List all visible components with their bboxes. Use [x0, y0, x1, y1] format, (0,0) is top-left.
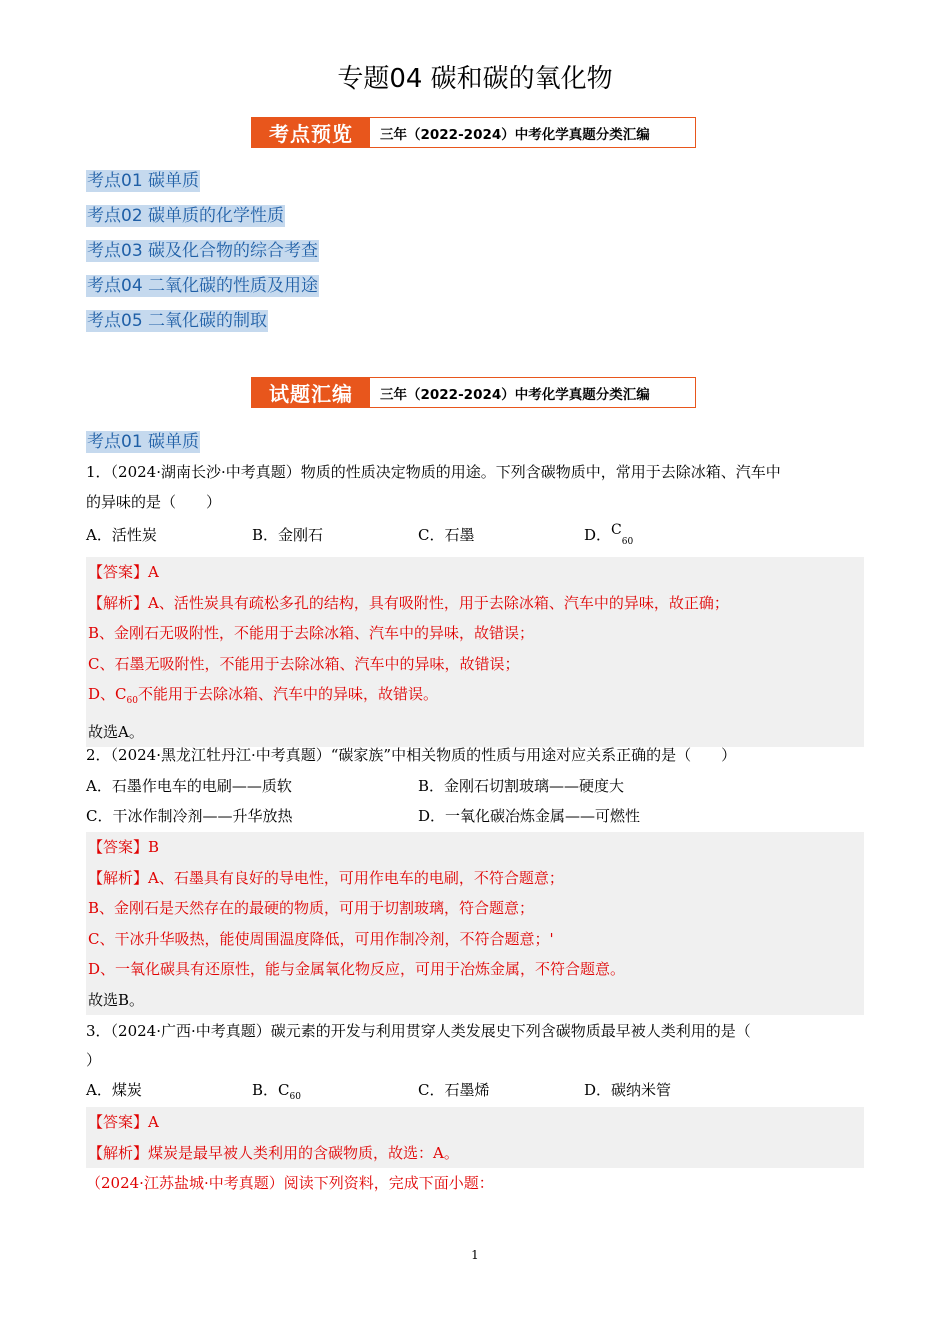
q3-option-a: A．煤炭 — [86, 1081, 142, 1099]
q2-analysis-4: D、一氧化碳具有还原性，能与金属氧化物反应，可用于冶炼金属，不符合题意。 — [88, 960, 626, 978]
q2-option-c: C．干冰作制冷剂——升华放热 — [86, 807, 293, 825]
preview-banner-subtitle: 三年（2022-2024）中考化学真题分类汇编 — [380, 126, 650, 143]
q1-option-c: C．石墨 — [418, 526, 475, 544]
q2-option-a: A．石墨作电车的电刷——质软 — [86, 777, 292, 795]
q2-analysis-2: B、金刚石是天然存在的最硬的物质，可用于切割玻璃，符合题意； — [88, 899, 535, 917]
q1-analysis-1: 【解析】A、活性炭具有疏松多孔的结构，具有吸附性，用于去除冰箱、汽车中的异味，故正确； — [88, 593, 729, 612]
q3-stem-line1: 3．（2024·广西·中考真题）碳元素的开发与利用贯穿人类发展史下列含碳物质最早被人类利用的是（ — [86, 1022, 751, 1040]
q2-conclusion: 故选B。 — [88, 990, 145, 1009]
toc-item-1[interactable]: 考点01 碳单质 — [87, 171, 200, 191]
q1-option-a: A．活性炭 — [86, 526, 157, 544]
toc-item-5[interactable]: 考点05 二氧化碳的制取 — [87, 311, 268, 331]
q3-analysis: 【解析】煤炭是最早被人类利用的含碳物质，故选：A。 — [88, 1143, 459, 1162]
q1-stem-line2: 的异味的是（ ） — [86, 493, 222, 511]
questions-banner — [251, 377, 696, 408]
q3-stem-line2: ） — [86, 1051, 102, 1069]
toc-item-2[interactable]: 考点02 碳单质的化学性质 — [87, 206, 285, 226]
q1-answer-box — [86, 557, 864, 747]
q3-option-b: B．$C_{60}$ — [252, 1081, 301, 1102]
q2-option-d: D．一氧化碳冶炼金属——可燃性 — [418, 807, 641, 825]
q1-analysis-3: C、石墨无吸附性，不能用于去除冰箱、汽车中的异味，故错误； — [88, 654, 520, 673]
q2-answer: 【答案】B — [88, 838, 160, 856]
table-of-contents — [86, 166, 319, 341]
q3-option-d: D．碳纳米管 — [584, 1081, 672, 1099]
q2-analysis-1: 【解析】A、石墨具有良好的导电性，可用作电车的电刷，不符合题意； — [88, 868, 564, 887]
q1-answer: 【答案】A — [88, 563, 159, 581]
questions-banner-tag: 试题汇编 — [252, 378, 370, 407]
q2-answer-box — [86, 832, 864, 1015]
questions-banner-subtitle: 三年（2022-2024）中考化学真题分类汇编 — [380, 386, 650, 403]
q2-stem: 2．（2024·黑龙江牡丹江·中考真题）“碳家族”中相关物质的性质与用途对应关系正确的是（ ） — [86, 746, 737, 764]
q3-answer: 【答案】A — [88, 1113, 159, 1131]
q2-analysis-3: C、干冰升华吸热，能使周围温度降低，可用作制冷剂，不符合题意；' — [88, 929, 554, 948]
q1-analysis-2: B、金刚石无吸附性，不能用于去除冰箱、汽车中的异味，故错误； — [88, 624, 535, 642]
preview-banner-tag: 考点预览 — [252, 118, 370, 147]
page-number: 1 — [471, 1248, 479, 1262]
q4-intro: （2024·江苏盐城·中考真题）阅读下列资料，完成下面小题： — [86, 1174, 494, 1192]
q1-stem-line1: 1．（2024·湖南长沙·中考真题）物质的性质决定物质的用途。下列含碳物质中，常用于去除冰箱、汽车中 — [86, 463, 781, 481]
q3-answer-box — [86, 1107, 864, 1168]
q2-option-b: B．金刚石切割玻璃——硬度大 — [418, 777, 625, 795]
q1-option-d: D．$C_{60}$ — [584, 522, 634, 547]
q1-option-b: B．金刚石 — [252, 526, 324, 544]
toc-item-4[interactable]: 考点04 二氧化碳的性质及用途 — [87, 276, 319, 296]
toc-item-3[interactable]: 考点03 碳及化合物的综合考查 — [87, 241, 319, 261]
page-title: 专题04 碳和碳的氧化物 — [337, 64, 613, 94]
section-heading: 考点01 碳单质 — [87, 432, 200, 452]
q1-conclusion: 故选A。 — [88, 722, 144, 741]
q1-analysis-4: D、$C_{60}$不能用于去除冰箱、汽车中的异味，故错误。 — [88, 685, 438, 706]
q3-option-c: C．石墨烯 — [418, 1081, 490, 1099]
preview-banner — [251, 117, 696, 148]
